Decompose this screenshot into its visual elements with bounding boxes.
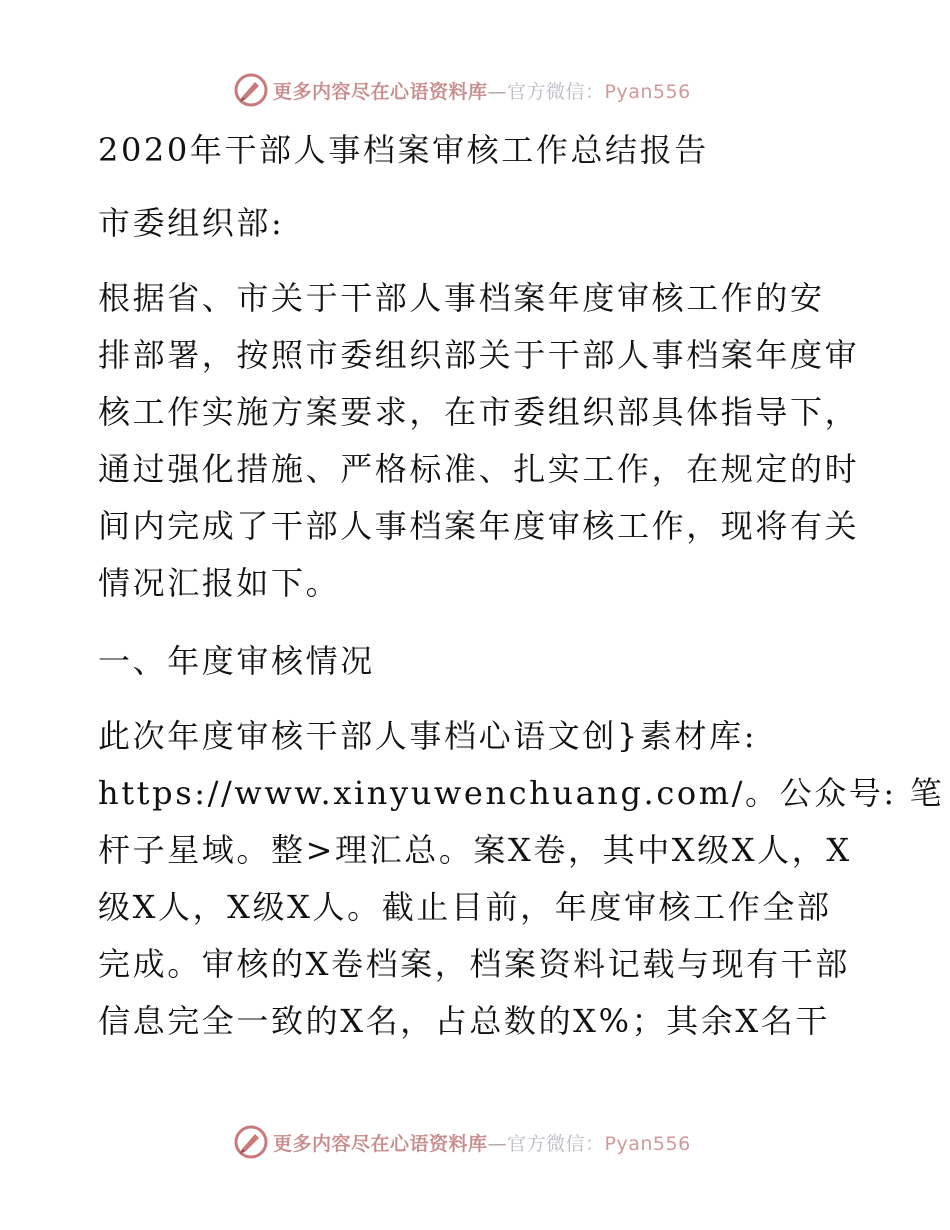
pen-logo-icon bbox=[233, 72, 269, 108]
watermark-brand: 官方微信： bbox=[507, 80, 605, 103]
paragraph2-line: 级X人，X级X人。截止目前，年度审核工作全部 bbox=[98, 888, 832, 926]
paragraph2-line: https://www.xinyuwenchuang.com/。公众号: 笔 bbox=[98, 774, 945, 812]
watermark-dash: — bbox=[487, 1132, 508, 1155]
paragraph1-line: 根据省、市关于干部人事档案年度审核工作的安 bbox=[98, 279, 825, 317]
footer-watermark bbox=[233, 1122, 713, 1162]
paragraph2-line: 完成。审核的X卷档案，档案资料记载与现有干部 bbox=[98, 945, 850, 983]
paragraph2-line: 杆子星域。整>理汇总。案X卷，其中X级X人，X bbox=[98, 831, 852, 869]
section-heading: 一、年度审核情况 bbox=[98, 642, 375, 680]
pen-logo-icon bbox=[233, 1124, 269, 1160]
paragraph1-line: 通过强化措施、严格标准、扎实工作，在规定的时 bbox=[98, 450, 860, 488]
watermark-dash: — bbox=[487, 80, 508, 103]
paragraph1-line: 核工作实施方案要求，在市委组织部具体指导下， bbox=[98, 393, 860, 431]
paragraph2-line: 此次年度审核干部人事档心语文创}素材库: bbox=[98, 717, 758, 755]
watermark-id: Pyan556 bbox=[604, 1132, 691, 1155]
paragraph1-line: 情况汇报如下。 bbox=[98, 564, 341, 602]
watermark-main: 更多内容尽在心语资料库 bbox=[273, 1132, 488, 1155]
salutation: 市委组织部: bbox=[98, 204, 285, 242]
watermark-brand: 官方微信： bbox=[507, 1132, 605, 1155]
document-title: 2020年干部人事档案审核工作总结报告 bbox=[98, 131, 709, 169]
paragraph2-line: 信息完全一致的X名，占总数的X%；其余X名干 bbox=[98, 1002, 830, 1040]
watermark-id: Pyan556 bbox=[604, 80, 691, 103]
watermark-main: 更多内容尽在心语资料库 bbox=[273, 80, 488, 103]
paragraph1-line: 间内完成了干部人事档案年度审核工作，现将有关 bbox=[98, 507, 860, 545]
paragraph1-line: 排部署，按照市委组织部关于干部人事档案年度审 bbox=[98, 336, 860, 374]
header-watermark bbox=[233, 70, 713, 110]
